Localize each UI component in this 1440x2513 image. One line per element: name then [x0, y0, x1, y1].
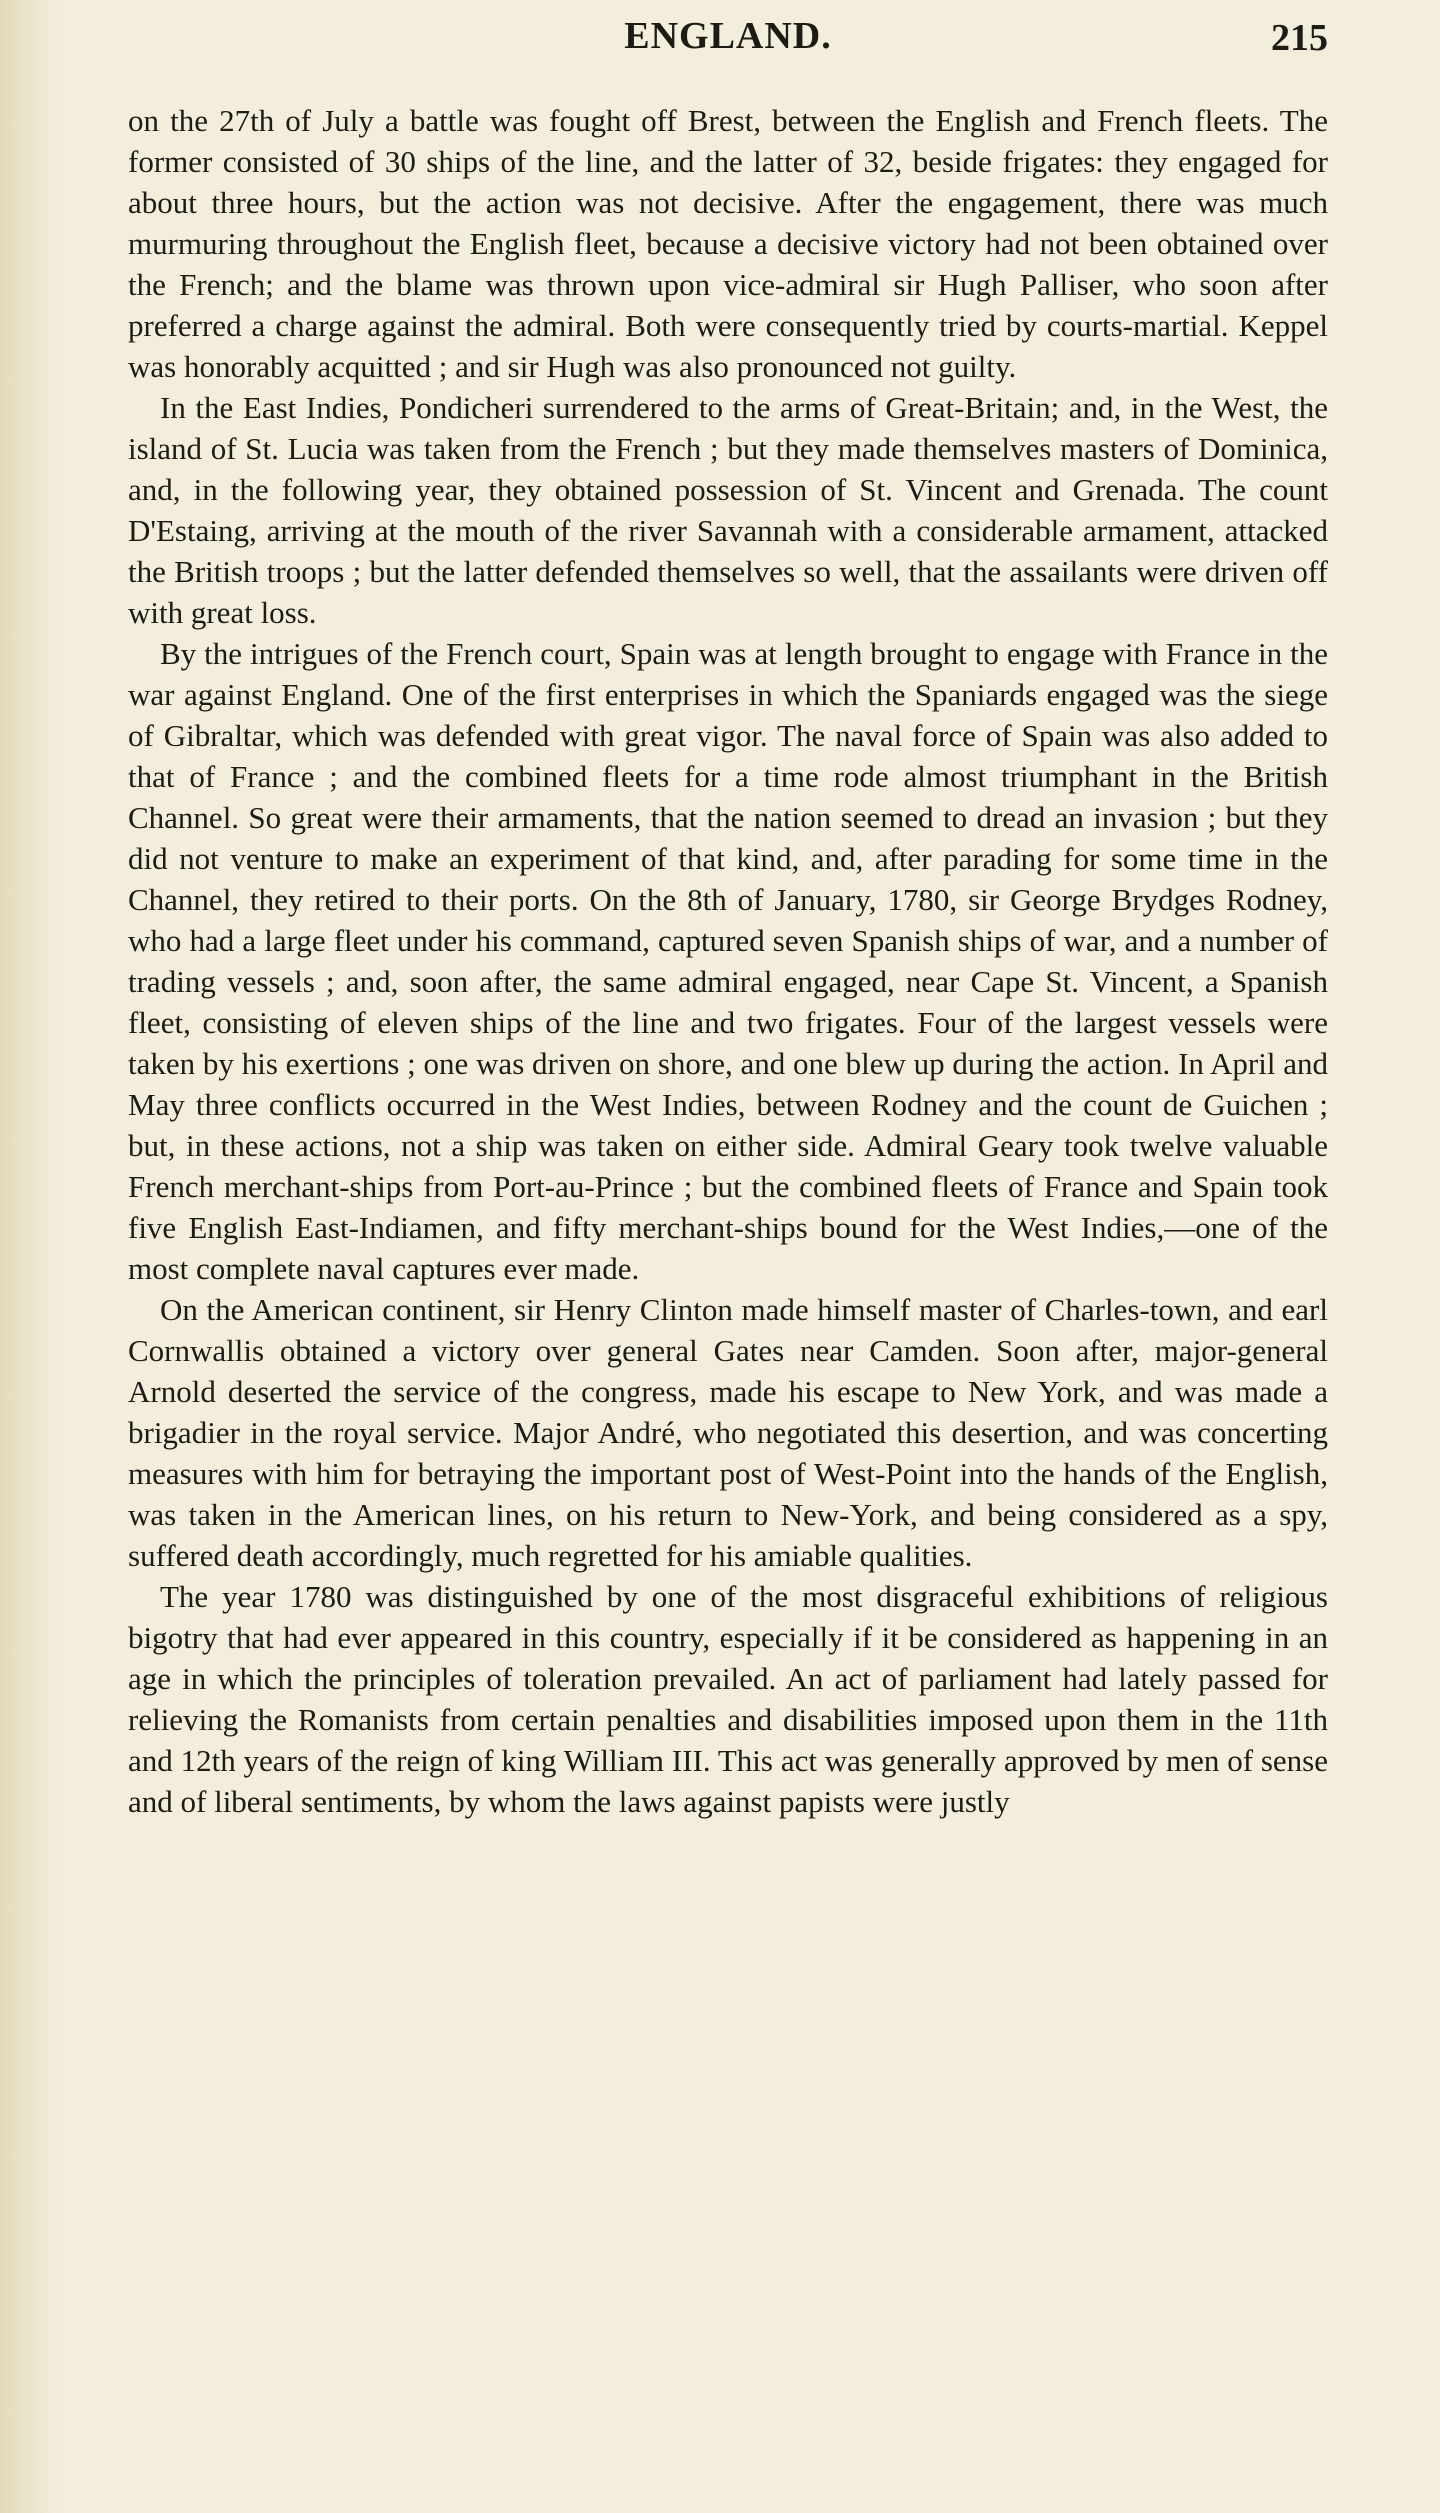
- paragraph-5: The year 1780 was distinguished by one of the most disgraceful exhibitions of religious bigotry that had ever appeared in this country, especially if it be considered as happening in an age in which the principles of toleration prevailed. An act of parliament had lately passed for relieving the Romanists from certain penalties and disabilities imposed upon them in the 11th and 12th years of the reign of king William III. This act was generally approved by men of sense and of liberal sentiments, by whom the laws against papists were justly: [128, 1579, 1328, 1819]
- body-text: [128, 100, 1328, 1822]
- paragraph-4: On the American continent, sir Henry Clinton made himself master of Charles-town, and earl Cornwallis obtained a victory over general Gates near Camden. Soon after, major-general Arnold deserted the service of the congress, made his escape to New York, and was made a brigadier in the royal service. Major André, who negotiated this desertion, and was concerting measures with him for betraying the important post of West-Point into the hands of the English, was taken in the American lines, on his return to New-York, and being considered as a spy, suffered death accordingly, much regretted for his amiable qualities.: [128, 1292, 1328, 1573]
- paragraph-2: In the East Indies, Pondicheri surrendered to the arms of Great-Britain; and, in the West, the island of St. Lucia was taken from the French ; but they made themselves masters of Dominica, and, in the following year, they obtained possession of St. Vincent and Grenada. The count D'Estaing, arriving at the mouth of the river Savannah with a considerable armament, attacked the British troops ; but the latter defended themselves so well, that the assailants were driven off with great loss.: [128, 390, 1328, 630]
- page-edge-stain: [0, 0, 60, 2513]
- running-title: ENGLAND.: [624, 15, 832, 57]
- running-head: [128, 8, 1328, 68]
- paragraph-3: By the intrigues of the French court, Spain was at length brought to engage with France in the war against England. One of the first enterprises in which the Spaniards engaged was the siege of Gibraltar, which was defended with great vigor. The naval force of Spain was also added to that of France ; and the combined fleets for a time rode almost triumphant in the British Channel. So great were their armaments, that the nation seemed to dread an invasion ; but they did not venture to make an experiment of that kind, and, after parading for some time in the Channel, they retired to their ports. On the 8th of January, 1780, sir George Brydges Rodney, who had a large fleet under his command, captured seven Spanish ships of war, and a number of trading vessels ; and, soon after, the same admiral engaged, near Cape St. Vincent, a Spanish fleet, consisting of eleven ships of the line and two frigates. Four of the largest vessels were taken by his exertions ; one was driven on shore, and one blew up during the action. In April and May three conflicts occurred in the West Indies, between Rodney and the count de Guichen ; but, in these actions, not a ship was taken on either side. Admiral Geary took twelve valuable French merchant-ships from Port-au-Prince ; but the combined fleets of France and Spain took five English East-Indiamen, and fifty merchant-ships bound for the West Indies,—one of the most complete naval captures ever made.: [128, 636, 1328, 1286]
- paragraph-1: on the 27th of July a battle was fought off Brest, between the English and French fleets. The former consisted of 30 ships of the line, and the latter of 32, beside frigates: they engaged for about three hours, but the action was not decisive. After the engagement, there was much murmuring throughout the English fleet, because a decisive victory had not been obtained over the French; and the blame was thrown upon vice-admiral sir Hugh Palliser, who soon after preferred a charge against the admiral. Both were consequently tried by courts-martial. Keppel was honorably acquitted ; and sir Hugh was also pronounced not guilty.: [128, 103, 1328, 384]
- page-number: 215: [1271, 17, 1328, 59]
